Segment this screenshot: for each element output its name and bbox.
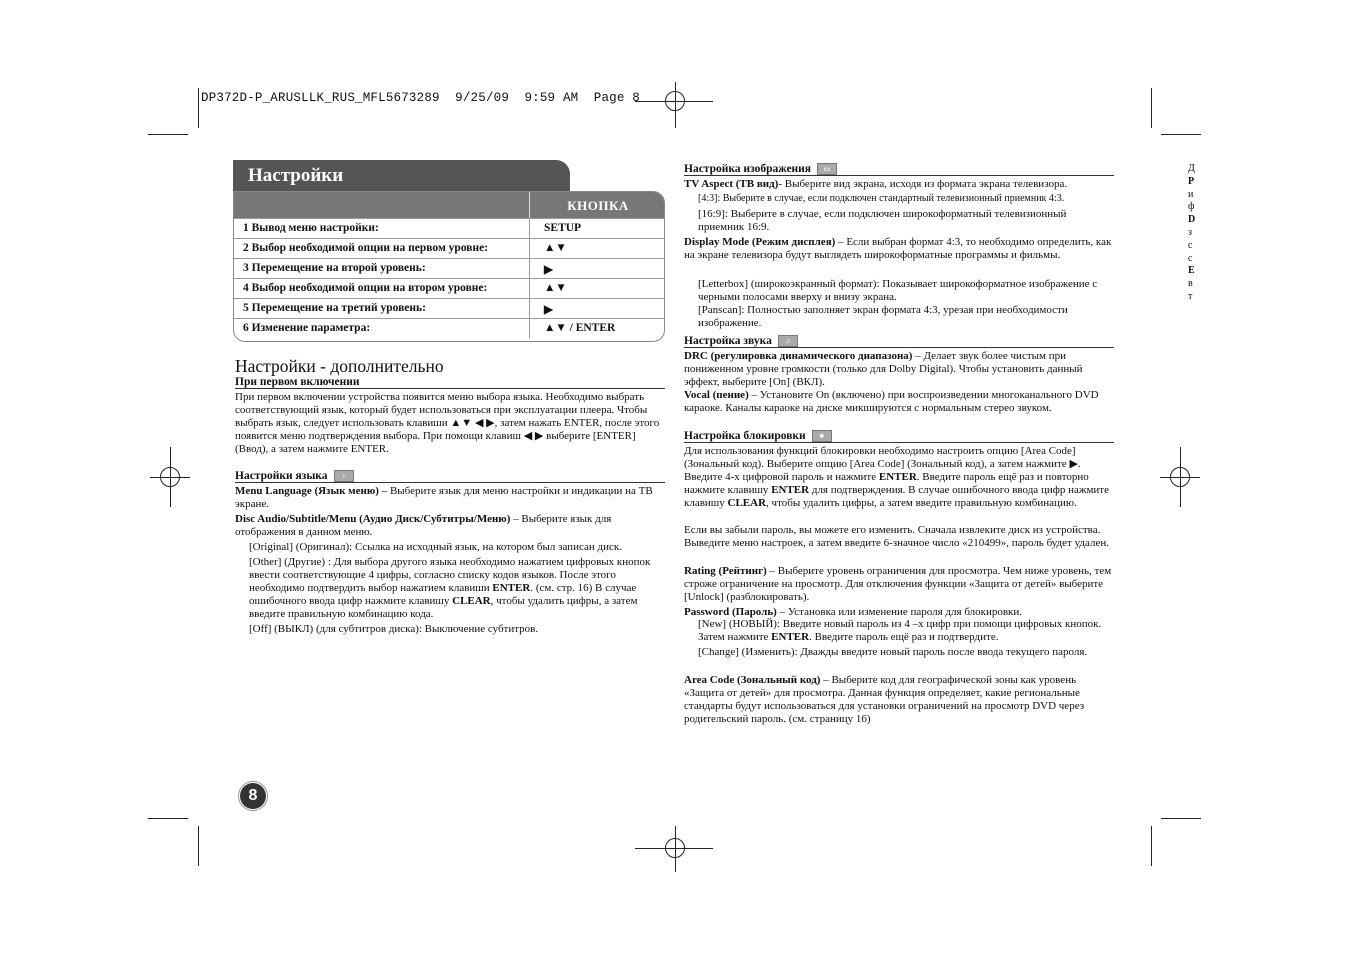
language-icon: ♪	[334, 470, 354, 482]
edge-letter: с	[1188, 239, 1193, 251]
crop-mark	[1151, 826, 1152, 866]
step-label: 3 Перемещение на второй уровень:	[243, 262, 426, 274]
key-clear: CLEAR	[727, 496, 767, 509]
text: . (см. стр. 16) В случае ошибочного ввода цифр нажмите клавишу	[249, 581, 637, 607]
text: , чтобы удалить цифры, а затем введите правильную комбинацию.	[766, 496, 1077, 509]
option-text: [Original] (Оригинал): Ссылка на исходный язык, на котором был записан диск.	[249, 541, 622, 553]
subsection-heading: При первом включении	[235, 376, 665, 389]
picture-icon: ▭	[817, 163, 837, 175]
paragraph	[684, 606, 1114, 619]
table-header	[234, 192, 664, 218]
registration-mark	[675, 82, 676, 128]
edge-letter: Р	[1188, 175, 1195, 187]
step-label: 5 Перемещение на третий уровень:	[243, 302, 426, 314]
paragraph	[684, 674, 1114, 726]
subsection-heading	[235, 470, 665, 483]
option-text: [Letterbox] (широкоэкранный формат): Показывает широкоформатное изображение с черными полосами вверху и внизу экрана.	[698, 278, 1098, 303]
text: – Выберите код для географической зоны как уровень «Защита от детей» для просмотра. Данная функция определяет, какие региональные стандарты будут использоваться для установки ограничений на просмотр DVD через родительский пароль. (см. страницу 16)	[684, 674, 1085, 725]
text: , чтобы удалить цифры, а затем введите правильную комбинацию кода.	[249, 594, 638, 620]
heading-text: Настройка звука	[684, 335, 772, 347]
crop-mark	[1151, 88, 1152, 128]
table-row	[234, 298, 664, 318]
sound-icon: ♫	[778, 335, 798, 347]
paragraph	[684, 445, 1114, 510]
option-text	[684, 618, 1114, 644]
paragraph	[235, 513, 665, 539]
paragraph	[235, 485, 665, 511]
edge-letter: и	[1188, 188, 1194, 200]
term: Password (Пароль)	[684, 606, 777, 618]
text: – Установите On (включено) при воспроизведении многоканального DVD караоке. Каналы караоке на диске микшируются с нормальным стерео звуком.	[684, 389, 1099, 414]
option-text: [Change] (Изменить): Дважды введите новый пароль после ввода текущего пароля.	[698, 646, 1088, 658]
heading-text: Настройка блокировки	[684, 430, 806, 442]
next-page-edge	[1188, 163, 1202, 304]
key-enter: ENTER	[771, 630, 810, 643]
term: Vocal (пение)	[684, 389, 749, 401]
step-button: SETUP	[529, 219, 581, 238]
step-button: ▲▼ / ENTER	[529, 319, 615, 338]
step-label: 2 Выбор необходимой опции на первом уровне:	[243, 242, 489, 254]
section-title: Настройки - дополнительно	[235, 356, 444, 376]
text: – Выберите язык для меню настройки и индикации на ТВ экране.	[235, 485, 653, 510]
text: [New] (НОВЫЙ): Введите новый пароль из 4 –х цифр при помощи цифровых кнопок. Затем нажмите	[698, 618, 1102, 643]
crop-mark	[1161, 134, 1201, 135]
paragraph	[684, 565, 1114, 604]
text: – Установка или изменение пароля для блокировки.	[776, 606, 1023, 618]
page-number: 8	[240, 783, 266, 809]
edge-letter: D	[1188, 214, 1196, 226]
step-button: ▶	[529, 299, 553, 318]
table-row	[234, 278, 664, 298]
text: – Если выбран формат 4:3, то необходимо определить, как на экране телевизора будут выглядеть широкоформатные программы и фильмы.	[684, 236, 1112, 261]
step-label: 6 Изменение параметра:	[243, 322, 371, 334]
key-enter: ENTER	[771, 483, 810, 496]
table-row	[234, 238, 664, 258]
text: . Введите пароль ещё раз и повторно нажмите клавишу	[684, 470, 1089, 496]
paragraph: При первом включении устройства появится меню выбора языка. Необходимо выбрать соответствующий язык, который будет использоваться при эксплуатации плеера. Чтобы выбрать язык, следует использовать клавиши ▲▼ ◀ ▶, затем нажать ENTER, после этого появится меню подтверждения выбора. При помощи клавиш ◀ ▶ выберите [ENTER] (Ввод), а затем нажмите ENTER.	[235, 391, 660, 455]
option-text: [Panscan]: Полностью заполняет экран формата 4:3, урезая при необходимости изображение.	[698, 304, 1068, 329]
registration-mark	[635, 101, 713, 102]
registration-mark	[675, 826, 676, 872]
paragraph	[684, 389, 1114, 415]
crop-mark	[148, 134, 188, 135]
crop-mark	[198, 88, 199, 128]
edge-letter: Д	[1188, 163, 1195, 174]
table-row	[234, 218, 664, 238]
registration-mark	[170, 447, 171, 507]
option-text	[235, 556, 665, 621]
lock-icon: ■	[812, 430, 832, 442]
step-button: ▲▼	[529, 239, 567, 258]
table-row	[234, 258, 664, 278]
registration-mark	[1180, 447, 1181, 507]
text: Для использования функций блокировки необходимо настроить опцию [Area Code] (Зональный код). Выберите опцию [Area Code] (Зональный код), а затем нажмите ▶. Введите 4-х цифровой пароль и нажмите	[684, 445, 1081, 483]
term: Display Mode (Режим дисплея)	[684, 236, 836, 248]
step-button: ▶	[529, 259, 553, 278]
term: Disc Audio/Subtitle/Menu (Аудио Диск/Субтитры/Меню)	[235, 513, 511, 525]
registration-mark	[635, 848, 713, 849]
heading-text: Настройки языка	[235, 470, 328, 482]
heading-text: Настройка изображения	[684, 163, 812, 175]
text: . Введите пароль ещё раз и подтвердите.	[809, 630, 999, 643]
term: TV Aspect (TB вид)	[684, 178, 779, 190]
edge-letter: ф	[1188, 201, 1195, 213]
text: – Выберите уровень ограничения для просмотра. Чем ниже уровень, тем строже ограничение на просмотр. Для отключения функции «Защита от детей» выберите [Unlock] (разблокировать).	[684, 565, 1112, 603]
step-label: 4 Выбор необходимой опции на втором уровне:	[243, 282, 488, 294]
text: - Выберите вид экрана, исходя из формата экрана телевизора.	[778, 178, 1068, 190]
edge-letter: з	[1188, 226, 1192, 238]
page-title: Настройки	[233, 160, 570, 194]
edge-letter: в	[1188, 278, 1193, 290]
option-text: [4:3]: Выберите в случае, если подключен стандартный телевизионный приемник 4:3.	[698, 193, 1065, 204]
key-clear: CLEAR	[452, 594, 491, 607]
text: – Выберите язык для отображения в данном меню.	[235, 513, 612, 538]
steps-table	[233, 191, 665, 342]
option-text: [16:9]: Выберите в случае, если подключен широкоформатный телевизионный приемник 16:9.	[698, 208, 1067, 233]
edge-letter: Е	[1188, 265, 1195, 277]
term: Rating (Рейтинг)	[684, 565, 767, 577]
paragraph	[684, 236, 1114, 262]
paragraph: Если вы забыли пароль, вы можете его изменить. Сначала извлеките диск из устройства. Выведите меню настроек, а затем введите 6-значное число «210499», пароль будет удален.	[684, 524, 1109, 549]
table-header-button: КНОПКА	[529, 192, 665, 218]
term: DRC (регулировка динамического диапазона)	[684, 350, 913, 362]
key-enter: ENTER	[878, 470, 917, 483]
subsection-heading	[684, 335, 1114, 348]
subsection-heading	[684, 430, 1114, 443]
crop-mark	[1161, 818, 1201, 819]
text: – Делает звук более чистым при пониженном уровне громкости (только для Dolby Digital). Чтобы установить данный эффект, выберите [On] (ВКЛ).	[684, 350, 1083, 388]
term: Area Code (Зональный код)	[684, 674, 821, 686]
crop-mark	[198, 826, 199, 866]
subsection-heading	[684, 163, 1114, 176]
edge-letter: с	[1188, 252, 1193, 264]
term: Menu Language (Язык меню)	[235, 485, 379, 497]
key-enter: ENTER	[492, 581, 531, 594]
paragraph	[684, 350, 1114, 389]
print-header: DP372D-P_ARUSLLK_RUS_MFL5673289 9/25/09 9:59 AM Page 8	[201, 91, 640, 105]
crop-mark	[148, 818, 188, 819]
step-label: 1 Вывод меню настройки:	[243, 222, 379, 234]
step-button: ▲▼	[529, 279, 567, 298]
table-row	[234, 318, 664, 338]
option-text: [Off] (ВЫКЛ) (для субтитров диска): Выключение субтитров.	[249, 623, 539, 635]
edge-letter: т	[1188, 290, 1193, 302]
text: [Other] (Другие) : Для выбора другого языка необходимо нажатием цифровых кнопок ввести соответствующие 4 цифры, согласно списку кодов языков. После этого необходимо подтвердить выбор нажатием клавиши	[249, 556, 651, 594]
text: для подтверждения. В случае ошибочного ввода цифр нажмите клавишу	[684, 483, 1109, 509]
paragraph	[684, 178, 1116, 191]
